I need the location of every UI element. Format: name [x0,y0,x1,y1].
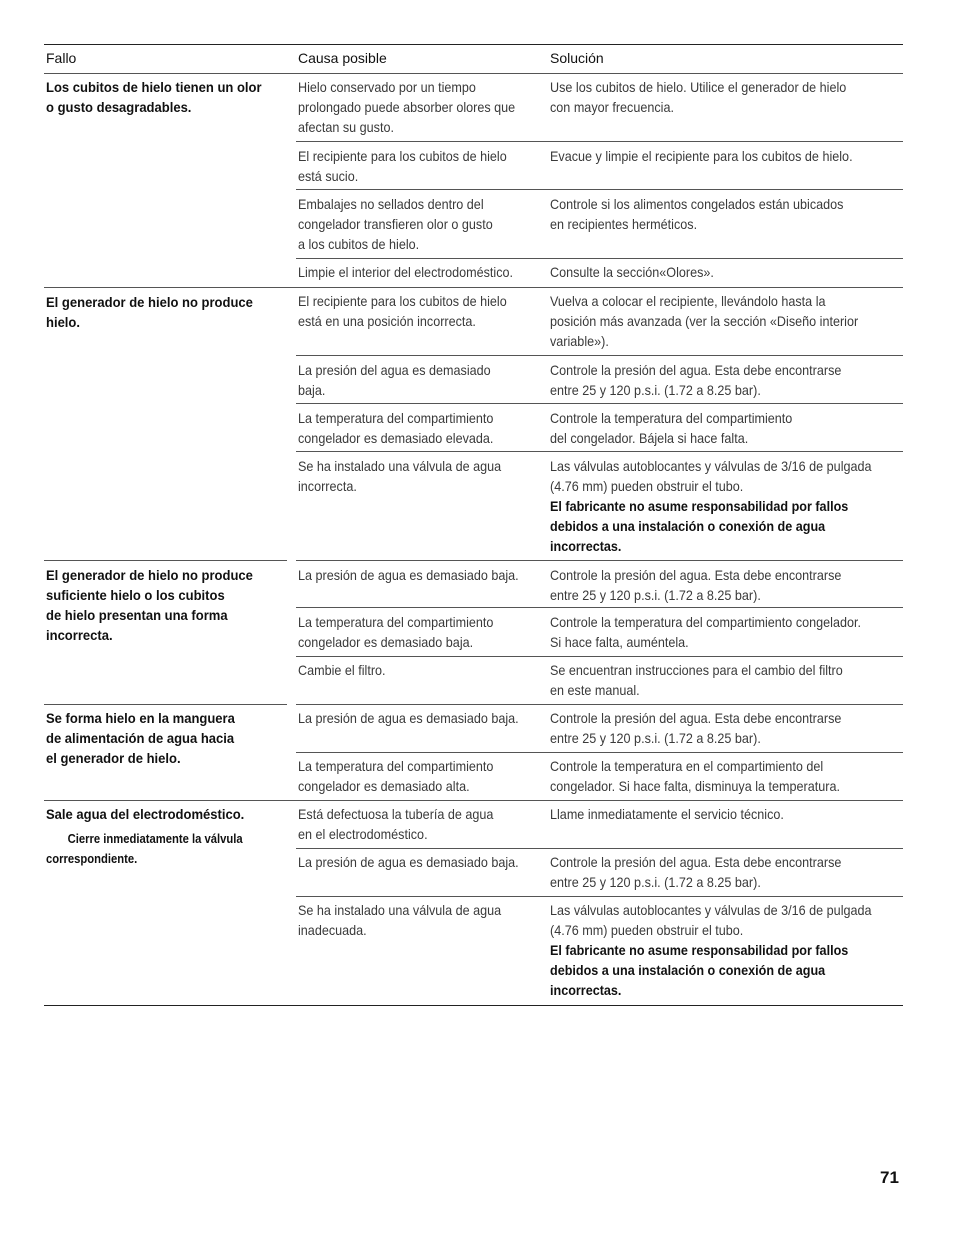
solution-cell: Vuelva a colocar el recipiente, llevándolo hasta la posición más avanzada (ver la sección «Diseño interior variable»). [550,293,859,349]
solution-cell: Las válvulas autoblocantes y válvulas de 3/16 de pulgada (4.76 mm) pueden obstruir el tubo. El fabricante no asume responsabilidad por fallos debidos a una instalación o conexión de agua incorrectas. [550,458,872,554]
row-rule [296,607,903,608]
row-rule [296,355,903,356]
solution-cell: Controle la presión del agua. Esta debe encontrarse entre 25 y 120 p.s.i. (1.72 a 8.25 bar). [550,710,842,746]
header-cause: Causa posible [298,50,387,66]
group-rule [44,560,287,561]
fault-no-ice: El generador de hielo no produce hielo. [46,294,253,330]
cause-cell: Está defectuosa la tubería de agua en el electrodoméstico. [298,806,494,842]
cause-cell: Se ha instalado una válvula de agua incorrecta. [298,458,502,494]
header-fault: Fallo [46,50,77,66]
solution-cell: Controle la temperatura del compartimiento congelador. Si hace falta, auméntela. [550,614,861,650]
cause-cell: Embalajes no sellados dentro del congelador transfieren olor o gusto a los cubitos de hielo. [298,196,493,252]
cause-cell: La temperatura del compartimiento congelador es demasiado elevada. [298,410,494,446]
fault-water-leak: Sale agua del electrodoméstico. [46,806,245,822]
group-rule [44,704,287,705]
table-bottom-rule [44,1005,903,1006]
fault-insufficient-ice: El generador de hielo no produce suficiente hielo o los cubitos de hielo presentan una forma incorrecta. [46,567,253,643]
warning-text: incorrectas. [550,982,622,998]
row-rule [296,656,903,657]
row-rule [296,451,903,452]
solution-cell: Se encuentran instrucciones para el cambio del filtro en este manual. [550,662,843,698]
solution-cell: Controle la presión del agua. Esta debe encontrarse entre 25 y 120 p.s.i. (1.72 a 8.25 bar). [550,854,842,890]
solution-cell: Controle la temperatura del compartimiento del congelador. Bájela si hace falta. [550,410,793,446]
solution-cell: Las válvulas autoblocantes y válvulas de 3/16 de pulgada (4.76 mm) pueden obstruir el tubo. El fabricante no asume responsabilidad por fallos debidos a una instalación o conexión de agua incorrectas. [550,902,872,998]
row-rule [296,258,903,259]
group-rule [44,287,903,288]
group-rule [44,800,903,801]
cause-cell: Cambie el filtro. [298,662,386,678]
row-rule [296,704,903,705]
solution-cell: Controle la presión del agua. Esta debe encontrarse entre 25 y 120 p.s.i. (1.72 a 8.25 bar). [550,362,842,398]
solution-cell: Use los cubitos de hielo. Utilice el generador de hielo con mayor frecuencia. [550,79,847,115]
header-rule [44,73,903,74]
row-rule [296,752,903,753]
warning-text: incorrectas. [550,538,622,554]
row-rule [296,141,903,142]
solution-cell: Llame inmediatamente el servicio técnico. [550,806,784,822]
fault-note: Cierre inmediatamente la válvula correspondiente. [46,832,243,866]
table-top-rule [44,44,903,45]
fault-odor: Los cubitos de hielo tienen un olor o gusto desagradables. [46,79,262,115]
solution-cell: Controle la temperatura en el compartimiento del congelador. Si hace falta, disminuya la temperatura. [550,758,840,794]
cause-cell: Hielo conservado por un tiempo prolongado puede absorber olores que afectan su gusto. [298,79,516,135]
warning-text: debidos a una instalación o conexión de agua [550,518,826,534]
solution-cell: Controle si los alimentos congelados están ubicados en recipientes herméticos. [550,196,844,232]
cause-cell: El recipiente para los cubitos de hielo está sucio. [298,148,507,184]
row-rule [296,560,903,561]
warning-text: El fabricante no asume responsabilidad por fallos [550,942,849,958]
cause-cell: Se ha instalado una válvula de agua inadecuada. [298,902,502,938]
row-rule [296,403,903,404]
header-solution: Solución [550,50,604,66]
cause-cell: El recipiente para los cubitos de hielo está en una posición incorrecta. [298,293,507,329]
solution-cell: Consulte la sección«Olores». [550,264,714,280]
solution-cell: Evacue y limpie el recipiente para los cubitos de hielo. [550,148,853,164]
warning-text: debidos a una instalación o conexión de agua [550,962,826,978]
cause-cell: La presión del agua es demasiado baja. [298,362,491,398]
cause-cell: La presión de agua es demasiado baja. [298,567,519,583]
cause-cell: La presión de agua es demasiado baja. [298,710,519,726]
warning-text: El fabricante no asume responsabilidad por fallos [550,498,849,514]
cause-cell: La presión de agua es demasiado baja. [298,854,519,870]
row-rule [296,896,903,897]
fault-ice-in-hose: Se forma hielo en la manguera de alimentación de agua hacia el generador de hielo. [46,710,235,766]
row-rule [296,848,903,849]
solution-cell: Controle la presión del agua. Esta debe encontrarse entre 25 y 120 p.s.i. (1.72 a 8.25 bar). [550,567,842,603]
cause-cell: Limpie el interior del electrodoméstico. [298,264,514,280]
page-number: 71 [880,1168,899,1187]
cause-cell: La temperatura del compartimiento congelador es demasiado alta. [298,758,494,794]
cause-cell: La temperatura del compartimiento congelador es demasiado baja. [298,614,494,650]
row-rule [296,189,903,190]
